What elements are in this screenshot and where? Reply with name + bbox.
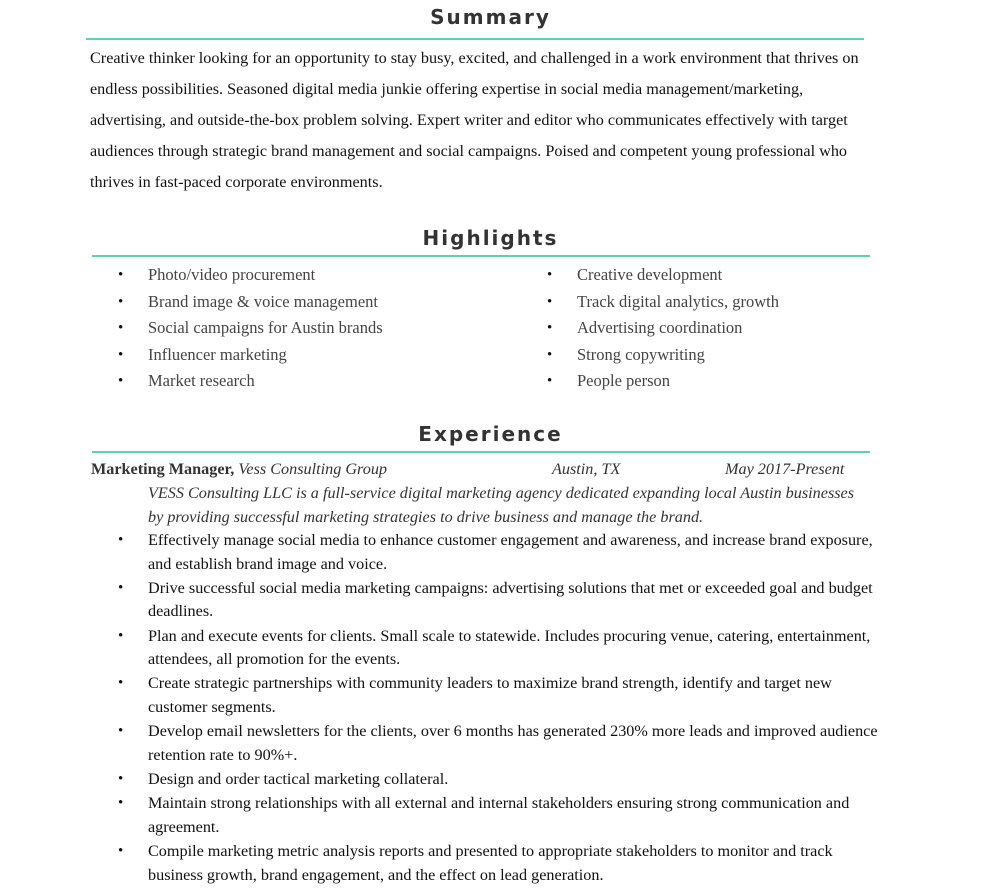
highlights-left-list: [118, 262, 383, 395]
job-description: VESS Consulting LLC is a full-service digital marketing agency dedicated expanding local Austin businesses by providing successful marketing strategies to drive business and manage the brand.: [148, 484, 855, 526]
duty-item: • Drive successful social media marketing campaigns: advertising solutions that met or exceeded goal and budget deadlines.: [118, 577, 888, 624]
highlight-item: • Track digital analytics, growth: [547, 289, 779, 316]
job-duties-list: [118, 529, 888, 888]
highlight-item: • Market research: [118, 368, 383, 395]
highlight-item: • Photo/video procurement: [118, 262, 383, 289]
duty-item: • Develop email newsletters for the clients, over 6 months has generated 230% more leads and improved audience retention rate to 90%+.: [118, 720, 888, 767]
highlights-divider: [92, 255, 870, 257]
duty-item: • Create strategic partnerships with community leaders to maximize brand strength, identify and target new customer segments.: [118, 672, 888, 719]
duty-item: • Maintain strong relationships with all external and internal stakeholders ensuring strong communication and agreement.: [118, 792, 888, 839]
highlight-item: • Influencer marketing: [118, 342, 383, 369]
job-company: Vess Consulting Group: [238, 460, 388, 478]
summary-heading: Summary: [430, 5, 551, 29]
job-location: Austin, TX: [552, 460, 621, 478]
job-title-line: [91, 458, 387, 480]
highlight-item: • Social campaigns for Austin brands: [118, 315, 383, 342]
highlight-item: • Brand image & voice management: [118, 289, 383, 316]
duty-item: • Plan and execute events for clients. Small scale to statewide. Includes procuring venue, catering, entertainment, attendees, all promotion for the events.: [118, 625, 888, 672]
highlight-item: • Strong copywriting: [547, 342, 779, 369]
highlights-right-list: [547, 262, 779, 395]
duty-item: • Compile marketing metric analysis reports and presented to appropriate stakeholders to monitor and track business growth, brand engagement, and the effect on lead generation.: [118, 840, 888, 887]
summary-divider: [86, 38, 864, 40]
highlight-item: • People person: [547, 368, 779, 395]
experience-divider: [92, 451, 870, 453]
duty-item: • Effectively manage social media to enhance customer engagement and awareness, and increase brand exposure, and establish brand image and voice.: [118, 529, 888, 576]
highlight-item: • Advertising coordination: [547, 315, 779, 342]
experience-heading: Experience: [418, 422, 563, 446]
summary-text: Creative thinker looking for an opportunity to stay busy, excited, and challenged in a work environment that thrives on endless possibilities. Seasoned digital media junkie offering expertise in social media management/marketing, advertising, and outside-the-box problem solving. Expert writer and editor who communicates effectively with target audiences through strategic brand management and social campaigns. Poised and competent young professional who thrives in fast-paced corporate environments.: [90, 49, 859, 191]
highlight-item: • Creative development: [547, 262, 779, 289]
duty-item: • Design and order tactical marketing collateral.: [118, 768, 888, 792]
highlights-heading: Highlights: [422, 226, 559, 250]
job-dates: May 2017-Present: [725, 460, 845, 478]
job-title: Marketing Manager,: [91, 460, 235, 478]
